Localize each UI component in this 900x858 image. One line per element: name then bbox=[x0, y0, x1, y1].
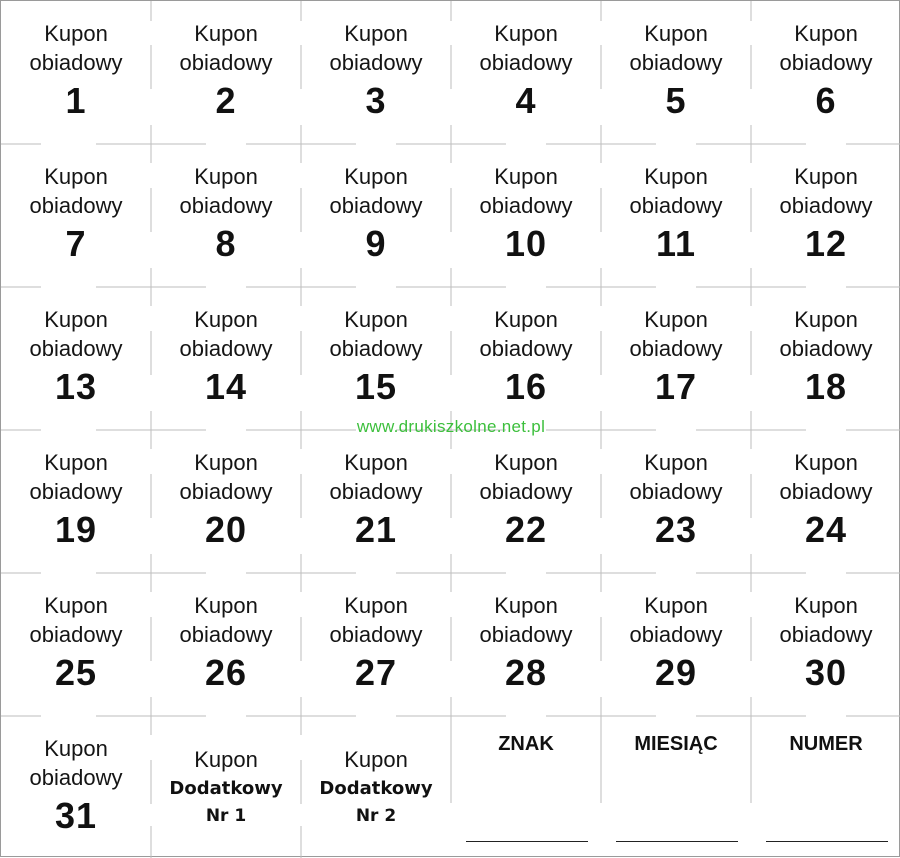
coupon-number: 27 bbox=[354, 652, 398, 693]
coupon-type: obiadowy bbox=[29, 336, 123, 361]
coupon-type: obiadowy bbox=[629, 336, 723, 361]
coupon-type: obiadowy bbox=[779, 479, 873, 504]
meal-coupon-cell bbox=[751, 591, 900, 694]
coupon-number: 9 bbox=[365, 223, 387, 264]
field-label: ZNAK bbox=[498, 733, 554, 755]
watermark-url: www.drukiszkolne.net.pl bbox=[356, 417, 546, 436]
meal-coupon-cell bbox=[301, 162, 451, 265]
coupon-type: obiadowy bbox=[479, 336, 573, 361]
meal-coupon-cell bbox=[751, 19, 900, 122]
coupon-word: Kupon bbox=[44, 593, 108, 618]
coupon-number: 28 bbox=[504, 652, 548, 693]
meal-coupon-cell bbox=[451, 305, 601, 408]
meal-coupon-cell bbox=[451, 162, 601, 265]
coupon-word: Kupon bbox=[44, 736, 108, 761]
meal-coupon-cell bbox=[151, 19, 301, 122]
coupon-type: obiadowy bbox=[629, 622, 723, 647]
coupon-type: obiadowy bbox=[29, 50, 123, 75]
coupon-type: obiadowy bbox=[779, 336, 873, 361]
meal-coupon-cell bbox=[301, 305, 451, 408]
coupon-number: 5 bbox=[665, 80, 687, 121]
coupon-word: Kupon bbox=[494, 450, 558, 475]
coupon-type: obiadowy bbox=[329, 336, 423, 361]
coupon-number: 10 bbox=[504, 223, 548, 264]
coupon-number: 15 bbox=[354, 366, 398, 407]
coupon-number: 16 bbox=[504, 366, 548, 407]
coupon-type: obiadowy bbox=[179, 193, 273, 218]
coupon-type: obiadowy bbox=[479, 622, 573, 647]
field-underline bbox=[766, 841, 888, 842]
coupon-number: 11 bbox=[655, 223, 697, 264]
coupon-word: Kupon bbox=[194, 21, 258, 46]
coupon-type: obiadowy bbox=[329, 50, 423, 75]
coupon-number: 22 bbox=[504, 509, 548, 550]
coupon-number: 31 bbox=[54, 795, 98, 836]
coupon-word: Kupon bbox=[344, 747, 408, 772]
meal-coupon-cell bbox=[451, 19, 601, 122]
coupon-number: 20 bbox=[204, 509, 248, 550]
coupon-number: 14 bbox=[204, 366, 248, 407]
coupon-word: Kupon bbox=[644, 21, 708, 46]
coupon-number: Nr 1 bbox=[205, 806, 247, 826]
coupon-word: Kupon bbox=[194, 450, 258, 475]
meal-coupon-cell bbox=[151, 591, 301, 694]
coupon-type: obiadowy bbox=[29, 765, 123, 790]
coupon-word: Kupon bbox=[644, 164, 708, 189]
meal-coupon-cell bbox=[751, 448, 900, 551]
coupon-word: Kupon bbox=[794, 164, 858, 189]
coupon-word: Kupon bbox=[344, 593, 408, 618]
coupon-number: 24 bbox=[804, 509, 848, 550]
meal-coupon-cell bbox=[151, 448, 301, 551]
coupon-number: 7 bbox=[65, 223, 87, 264]
fill-in-field bbox=[451, 716, 601, 858]
coupon-type: obiadowy bbox=[479, 50, 573, 75]
meal-coupon-cell bbox=[1, 734, 151, 837]
coupon-number: 6 bbox=[815, 80, 837, 121]
coupon-word: Kupon bbox=[644, 593, 708, 618]
meal-coupon-cell bbox=[151, 305, 301, 408]
coupon-word: Kupon bbox=[794, 450, 858, 475]
meal-coupon-cell bbox=[1, 591, 151, 694]
meal-coupon-cell bbox=[451, 448, 601, 551]
coupon-word: Kupon bbox=[494, 307, 558, 332]
coupon-number: 1 bbox=[65, 80, 87, 121]
coupon-number: 3 bbox=[365, 80, 387, 121]
meal-coupon-cell bbox=[751, 162, 900, 265]
meal-coupon-cell bbox=[451, 591, 601, 694]
coupon-type: Dodatkowy bbox=[319, 778, 433, 799]
meal-coupon-cell bbox=[301, 448, 451, 551]
meal-coupon-cell bbox=[601, 162, 751, 265]
coupon-number: 4 bbox=[515, 80, 537, 121]
coupon-word: Kupon bbox=[44, 164, 108, 189]
coupon-type: obiadowy bbox=[779, 193, 873, 218]
fill-in-field bbox=[751, 716, 900, 858]
coupon-number: 19 bbox=[54, 509, 98, 550]
coupon-word: Kupon bbox=[794, 307, 858, 332]
coupon-type: obiadowy bbox=[29, 193, 123, 218]
coupon-word: Kupon bbox=[644, 307, 708, 332]
field-label: MIESIĄC bbox=[634, 733, 718, 755]
meal-coupon-cell bbox=[1, 305, 151, 408]
coupon-type: obiadowy bbox=[779, 622, 873, 647]
coupon-word: Kupon bbox=[794, 593, 858, 618]
coupon-number: Nr 2 bbox=[355, 806, 397, 826]
coupon-number: 23 bbox=[654, 509, 698, 550]
coupon-type: obiadowy bbox=[179, 50, 273, 75]
coupon-number: 30 bbox=[804, 652, 848, 693]
field-underline bbox=[616, 841, 738, 842]
coupon-word: Kupon bbox=[44, 21, 108, 46]
coupon-word: Kupon bbox=[494, 593, 558, 618]
coupon-word: Kupon bbox=[344, 307, 408, 332]
coupon-type: obiadowy bbox=[479, 193, 573, 218]
coupon-number: 18 bbox=[804, 366, 848, 407]
coupon-word: Kupon bbox=[494, 21, 558, 46]
coupon-type: Dodatkowy bbox=[169, 778, 283, 799]
fill-in-field bbox=[601, 716, 751, 858]
coupon-word: Kupon bbox=[794, 21, 858, 46]
coupon-word: Kupon bbox=[194, 593, 258, 618]
coupon-word: Kupon bbox=[344, 164, 408, 189]
coupon-type: obiadowy bbox=[29, 622, 123, 647]
coupon-number: 29 bbox=[654, 652, 698, 693]
coupon-number: 17 bbox=[654, 366, 698, 407]
coupon-type: obiadowy bbox=[329, 479, 423, 504]
coupon-type: obiadowy bbox=[329, 622, 423, 647]
meal-coupon-cell bbox=[601, 305, 751, 408]
field-label: NUMER bbox=[789, 733, 863, 755]
extra-coupon-cell bbox=[151, 734, 301, 830]
coupon-word: Kupon bbox=[194, 747, 258, 772]
coupon-word: Kupon bbox=[344, 21, 408, 46]
field-underline bbox=[466, 841, 588, 842]
coupon-word: Kupon bbox=[644, 450, 708, 475]
meal-coupon-cell bbox=[601, 591, 751, 694]
meal-coupon-cell bbox=[1, 162, 151, 265]
coupon-type: obiadowy bbox=[629, 193, 723, 218]
coupon-type: obiadowy bbox=[329, 193, 423, 218]
meal-coupon-cell bbox=[301, 19, 451, 122]
coupon-number: 21 bbox=[354, 509, 398, 550]
coupon-number: 2 bbox=[215, 80, 237, 121]
coupon-type: obiadowy bbox=[629, 479, 723, 504]
coupon-type: obiadowy bbox=[479, 479, 573, 504]
coupon-word: Kupon bbox=[44, 307, 108, 332]
coupon-word: Kupon bbox=[344, 450, 408, 475]
coupon-word: Kupon bbox=[194, 164, 258, 189]
extra-coupon-cell bbox=[301, 734, 451, 830]
coupon-type: obiadowy bbox=[179, 622, 273, 647]
coupon-word: Kupon bbox=[194, 307, 258, 332]
coupon-type: obiadowy bbox=[629, 50, 723, 75]
meal-coupon-cell bbox=[301, 591, 451, 694]
meal-coupon-cell bbox=[1, 448, 151, 551]
meal-coupon-cell bbox=[751, 305, 900, 408]
coupon-number: 26 bbox=[204, 652, 248, 693]
coupon-number: 12 bbox=[804, 223, 848, 264]
meal-coupon-cell bbox=[601, 448, 751, 551]
meal-coupon-cell bbox=[1, 19, 151, 122]
coupon-number: 13 bbox=[54, 366, 98, 407]
coupon-number: 25 bbox=[54, 652, 98, 693]
coupon-type: obiadowy bbox=[179, 336, 273, 361]
coupon-word: Kupon bbox=[44, 450, 108, 475]
meal-coupon-cell bbox=[151, 162, 301, 265]
coupon-type: obiadowy bbox=[179, 479, 273, 504]
coupon-word: Kupon bbox=[494, 164, 558, 189]
meal-coupon-cell bbox=[601, 19, 751, 122]
coupon-type: obiadowy bbox=[29, 479, 123, 504]
coupon-number: 8 bbox=[215, 223, 237, 264]
coupon-type: obiadowy bbox=[779, 50, 873, 75]
